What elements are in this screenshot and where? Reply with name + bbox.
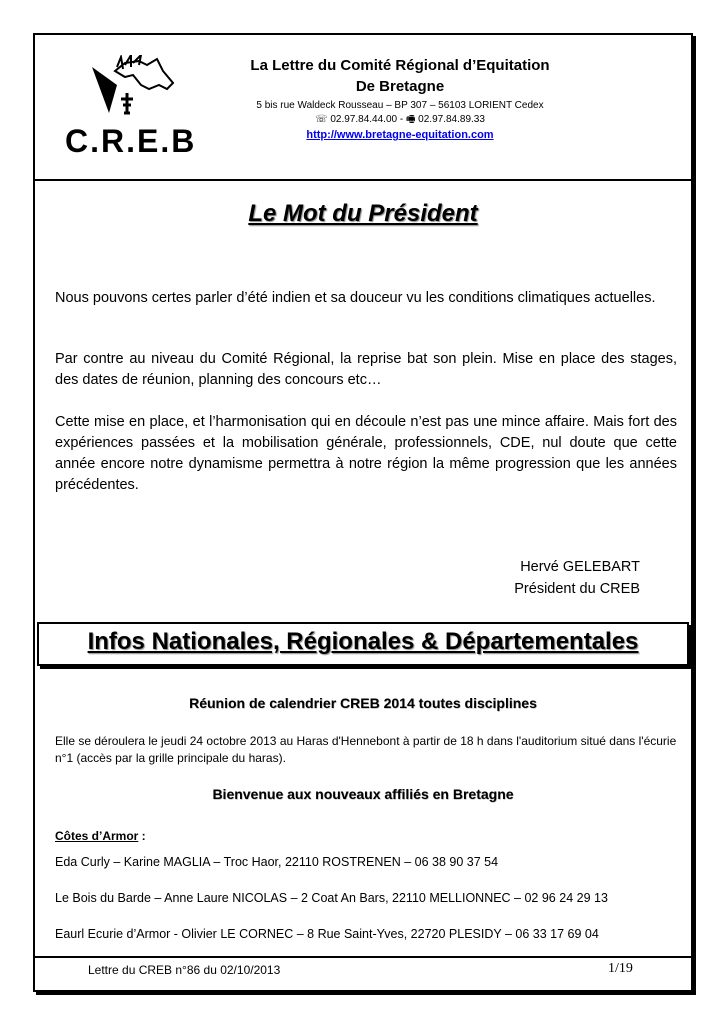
meeting-heading: Réunion de calendrier CREB 2014 toutes disciplines xyxy=(189,695,537,711)
welcome-heading: Bienvenue aux nouveaux affiliés en Bretagne xyxy=(212,786,514,802)
department-name: Côtes d’Armor xyxy=(55,829,139,843)
page-frame xyxy=(33,33,693,992)
department-label xyxy=(55,829,146,843)
org-address: 5 bis rue Waldeck Rousseau – BP 307 – 56103 LORIENT Cedex xyxy=(256,100,544,111)
creb-logo xyxy=(45,55,205,165)
signature-role: Président du CREB xyxy=(514,581,640,597)
horse-head-icon xyxy=(87,55,177,125)
footer-issue: Lettre du CREB n°86 du 02/10/2013 xyxy=(88,963,281,977)
footer-divider xyxy=(35,956,691,958)
department-suffix: : xyxy=(138,829,146,843)
meeting-text: Elle se déroulera le jeudi 24 octobre 2013 au Haras d'Hennebont à partir de 18 h dans l'auditorium situé dans l'écurie n°1 (accès par la grille principale du haras). xyxy=(55,734,677,765)
president-paragraph-3: Cette mise en place, et l’harmonisation qui en découle n’est pas une mince affaire. Mais fort des expériences passées et la mobilisation générale, professionnels, CDE, nul doute que cette année encore notre dynamisme permettra à notre région la même progression que les années précédentes. xyxy=(55,414,677,493)
org-title-line2: De Bretagne xyxy=(355,78,445,95)
listing-item: Eda Curly – Karine MAGLIA – Troc Haor, 22110 ROSTRENEN – 06 38 90 37 54 xyxy=(55,855,499,869)
org-title-line1: La Lettre du Comité Régional d’Equitation xyxy=(250,57,550,74)
org-phone-fax: ☏ 02.97.84.44.00 - 🖷 02.97.84.89.33 xyxy=(315,114,485,125)
website-link[interactable]: http://www.bretagne-equitation.com xyxy=(306,129,494,141)
listing-item: Le Bois du Barde – Anne Laure NICOLAS – 2 Coat An Bars, 22110 MELLIONNEC – 02 96 24 29 13 xyxy=(55,891,608,905)
logo-text: C.R.E.B xyxy=(65,123,197,159)
listing-item: Eaurl Ecurie d’Armor - Olivier LE CORNEC – 8 Rue Saint-Yves, 22720 PLESIDY – 06 33 17 69 04 xyxy=(55,927,599,941)
header-divider xyxy=(35,179,691,181)
footer-page-number: 1/19 xyxy=(608,961,633,976)
infos-banner xyxy=(37,622,689,666)
signature-name: Hervé GELEBART xyxy=(520,559,640,575)
president-title: Le Mot du Président xyxy=(248,200,478,227)
header-info xyxy=(215,55,585,143)
infos-title: Infos Nationales, Régionales & Départementales xyxy=(87,628,639,655)
president-paragraph-1: Nous pouvons certes parler d’été indien et sa douceur vu les conditions climatiques actuelles. xyxy=(55,290,656,306)
president-paragraph-2: Par contre au niveau du Comité Régional, la reprise bat son plein. Mise en place des stages, des dates de réunion, planning des concours etc… xyxy=(55,351,677,388)
